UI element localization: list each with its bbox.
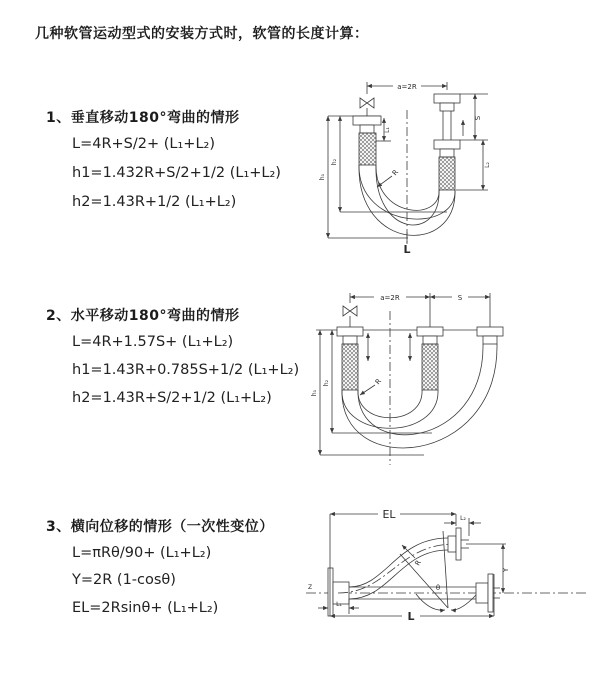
section-1-formula-h2: h2=1.43R+1/2 (L₁+L₂) bbox=[72, 194, 237, 210]
section-3-formula-EL: EL=2Rsinθ+ (L₁+L₂) bbox=[72, 600, 219, 616]
section-1-formula-L: L=4R+S/2+ (L₁+L₂) bbox=[72, 136, 215, 152]
section-1-heading: 1、垂直移动180°弯曲的情形 bbox=[46, 110, 240, 126]
middle-flange bbox=[417, 327, 443, 390]
dimension-h1 bbox=[320, 330, 424, 455]
dimension-a2r bbox=[350, 293, 490, 327]
angle-theta bbox=[400, 531, 476, 610]
page-title: 几种软管运动型式的安装方式时，软管的长度计算： bbox=[35, 26, 369, 42]
h2-label: h₂ bbox=[323, 379, 330, 387]
diagram-lateral-displacement bbox=[298, 498, 598, 663]
section-2-formula-h1: h1=1.43R+0.785S+1/2 (L₁+L₂) bbox=[72, 362, 300, 378]
s-label: S bbox=[457, 294, 463, 302]
diagram-vertical-movement bbox=[313, 72, 533, 257]
length-label: L bbox=[403, 243, 411, 256]
h1-label: h₁ bbox=[311, 389, 318, 397]
diagram-horizontal-movement bbox=[306, 283, 536, 473]
radius-label: R bbox=[413, 558, 423, 568]
l2-label: L₂ bbox=[484, 162, 491, 168]
length-label: L bbox=[407, 610, 415, 623]
section-2-formula-L: L=4R+1.57S+ (L₁+L₂) bbox=[72, 334, 234, 350]
left-flange bbox=[328, 116, 381, 165]
section-2-heading: 2、水平移动180°弯曲的情形 bbox=[46, 308, 240, 324]
section-3-heading: 3、横向位移的情形（一次性变位） bbox=[46, 519, 274, 535]
theta-label: θ bbox=[435, 584, 441, 592]
section-3-formula-Y: Y=2R (1-cosθ) bbox=[72, 572, 176, 588]
section-3-formula-L: L=πRθ/90+ (L₁+L₂) bbox=[72, 545, 212, 561]
a2r-label: a=2R bbox=[380, 294, 400, 302]
el-label: EL bbox=[382, 508, 396, 521]
axis-mark-label: Z bbox=[308, 584, 313, 591]
radius-label: R bbox=[390, 168, 401, 178]
left-flange bbox=[328, 568, 349, 616]
l1-label: L₁ bbox=[384, 127, 391, 133]
section-2-formula-h2: h2=1.43R+S/2+1/2 (L₁+L₂) bbox=[72, 390, 272, 406]
radius-leader bbox=[360, 385, 375, 395]
dimension-h2 bbox=[340, 116, 447, 212]
radius-leader bbox=[377, 176, 392, 187]
h1-label: h₁ bbox=[319, 173, 326, 181]
radius-label: R bbox=[373, 377, 384, 387]
section-1-formula-h1: h1=1.432R+S/2+1/2 (L₁+L₂) bbox=[72, 165, 281, 181]
h2-label: h₂ bbox=[331, 158, 338, 166]
s-label: S bbox=[474, 115, 482, 121]
a2r-label: a=2R bbox=[397, 83, 417, 91]
left-flange bbox=[337, 327, 363, 390]
hose-curves bbox=[342, 344, 497, 448]
valve-icon bbox=[360, 98, 374, 116]
right-flange-assembly bbox=[434, 94, 488, 190]
right-flange bbox=[477, 327, 503, 344]
l2-label: L₂ bbox=[460, 515, 466, 522]
valve-icon bbox=[343, 306, 357, 327]
displaced-hose bbox=[338, 528, 469, 599]
l1-label: L₁ bbox=[336, 601, 342, 608]
y-label: Y bbox=[502, 567, 510, 573]
